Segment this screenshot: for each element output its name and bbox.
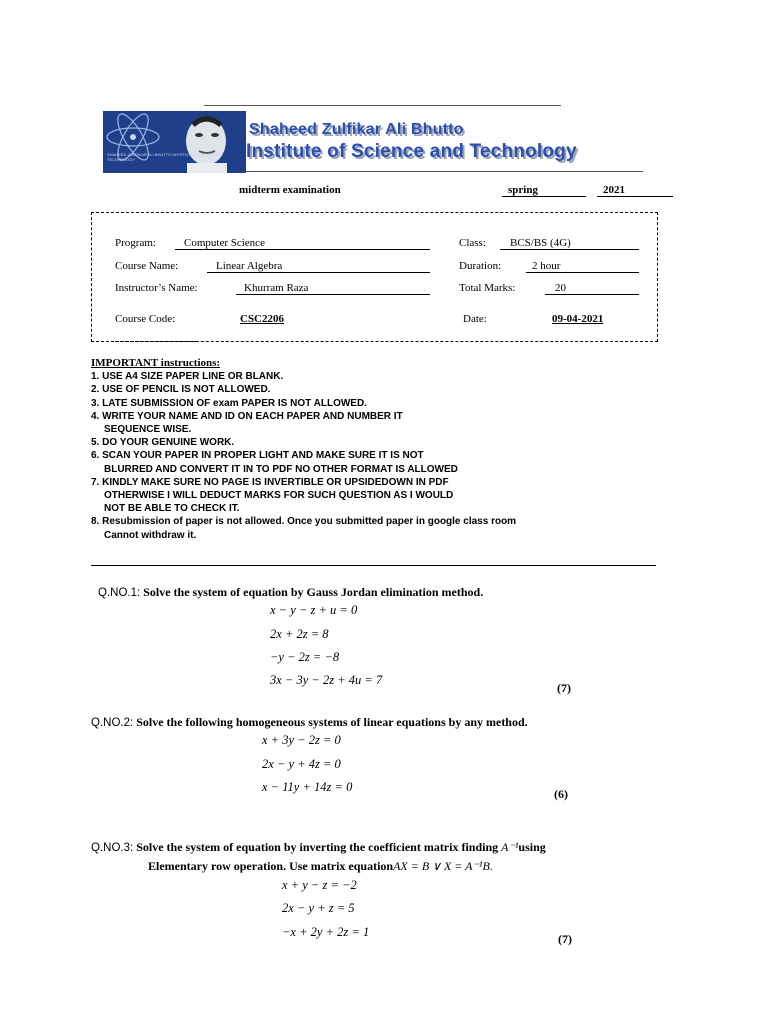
q2-equation-1: x + 3y − 2z = 0 xyxy=(262,733,341,747)
instruction-3: 3. LATE SUBMISSION OF exam PAPER IS NOT ALLOWED. xyxy=(91,397,367,409)
question-3-text: Solve the system of equation by inverting the coefficient matrix finding xyxy=(136,840,499,854)
institute-banner xyxy=(103,111,643,173)
duration-value: 2 hour xyxy=(526,260,639,273)
section-divider xyxy=(91,565,656,566)
course-name-value: Linear Algebra xyxy=(207,260,430,273)
course-code-label: Course Code: xyxy=(115,313,176,325)
total-marks-value: 20 xyxy=(545,282,639,295)
question-3 xyxy=(91,840,546,855)
instruction-8-cont: Cannot withdraw it. xyxy=(104,529,197,541)
total-marks-label: Total Marks: xyxy=(459,282,516,294)
course-code-value: CSC2206 xyxy=(240,313,285,325)
q2-equation-3: x − 11y + 14z = 0 xyxy=(262,780,353,794)
q3-marks: (7) xyxy=(558,932,572,946)
instruction-2: 2. USE OF PENCIL IS NOT ALLOWED. xyxy=(91,384,271,396)
instruction-6: 6. SCAN YOUR PAPER IN PROPER LIGHT AND MAKE SURE IT IS NOT xyxy=(91,450,424,462)
exam-year: 2021 xyxy=(597,184,673,197)
question-3-number: Q.NO.3: xyxy=(91,842,134,854)
instructor-label: Instructor’s Name: xyxy=(115,282,198,294)
class-label: Class: xyxy=(459,237,486,249)
question-3-text2: Elementary row operation. Use matrix equation xyxy=(148,859,394,873)
institute-logo xyxy=(103,111,246,173)
question-1-text: Solve the system of equation by Gauss Jordan elimination method. xyxy=(143,585,484,599)
q1-equation-3: −y − 2z = −8 xyxy=(270,650,340,664)
instruction-5: 5. DO YOUR GENUINE WORK. xyxy=(91,437,235,449)
q3-matrix-equation: AX = B ∨ X = A⁻¹B xyxy=(393,859,490,873)
question-3-period: . xyxy=(489,859,493,873)
question-3-line2 xyxy=(148,859,493,874)
course-code-dash-rule xyxy=(115,341,197,342)
instruction-7: 7. KINDLY MAKE SURE NO PAGE IS INVERTIBLE OR UPSIDEDOWN IN PDF xyxy=(91,476,449,488)
q3-inverse-math: A⁻¹ xyxy=(501,840,519,854)
duration-label: Duration: xyxy=(459,260,502,272)
q3-equation-1: x + y − z = −2 xyxy=(282,878,357,892)
course-name-label: Course Name: xyxy=(115,260,179,272)
institute-name-line1: Shaheed Zulfikar Ali Bhutto xyxy=(249,121,464,138)
instruction-6-cont: BLURRED AND CONVERT IT IN TO PDF NO OTHER FORMAT IS ALLOWED xyxy=(104,463,458,475)
q1-equation-1: x − y − z + u = 0 xyxy=(270,603,358,617)
institute-small-text: SHAHEED ZULFIKAR ALI BHUTTO INSTITUTE OF SCIENCE & TECHNOLOGY xyxy=(107,152,223,162)
instructor-value: Khurram Raza xyxy=(236,282,430,295)
instructions-block xyxy=(91,357,516,542)
q1-equation-4: 3x − 3y − 2z + 4u = 7 xyxy=(270,673,383,687)
instructions-heading: IMPORTANT instructions: xyxy=(91,357,221,369)
question-2-number: Q.NO.2: xyxy=(91,717,134,729)
question-2-text: Solve the following homogeneous systems of linear equations by any method. xyxy=(136,715,528,729)
instruction-7-cont: OTHERWISE I WILL DEDUCT MARKS FOR SUCH QUESTION AS I WOULD xyxy=(104,490,454,502)
q3-equation-3: −x + 2y + 2z = 1 xyxy=(282,925,370,939)
date-value: 09-04-2021 xyxy=(552,313,604,325)
header-top-rule xyxy=(204,105,561,106)
atom-portrait-icon xyxy=(103,111,246,173)
q2-marks: (6) xyxy=(554,787,568,801)
program-value: Computer Science xyxy=(175,237,430,250)
q1-marks: (7) xyxy=(557,681,571,695)
question-2 xyxy=(91,715,528,730)
header-bottom-rule xyxy=(245,171,643,172)
question-3-text-using: using xyxy=(518,840,546,854)
instruction-7-cont2: NOT BE ABLE TO CHECK IT. xyxy=(104,503,240,515)
exam-type: midterm examination xyxy=(239,184,341,196)
class-value: BCS/BS (4G) xyxy=(500,237,639,250)
program-label: Program: xyxy=(115,237,156,249)
q3-equation-2: 2x − y + z = 5 xyxy=(282,901,355,915)
instruction-1: 1. USE A4 SIZE PAPER LINE OR BLANK. xyxy=(91,371,284,383)
date-label: Date: xyxy=(463,313,487,325)
question-1 xyxy=(98,585,483,600)
q1-equation-2: 2x + 2z = 8 xyxy=(270,627,329,641)
exam-semester: spring xyxy=(502,184,586,197)
instruction-4: 4. WRITE YOUR NAME AND ID ON EACH PAPER AND NUMBER IT xyxy=(91,410,403,422)
question-1-number: Q.NO.1: xyxy=(98,587,141,599)
institute-name-line2: Institute of Science and Technology xyxy=(246,141,577,162)
q2-equation-2: 2x − y + 4z = 0 xyxy=(262,757,341,771)
instruction-8: 8. Resubmission of paper is not allowed. Once you submitted paper in google class room xyxy=(91,516,517,528)
instruction-4-cont: SEQUENCE WISE. xyxy=(104,424,192,436)
